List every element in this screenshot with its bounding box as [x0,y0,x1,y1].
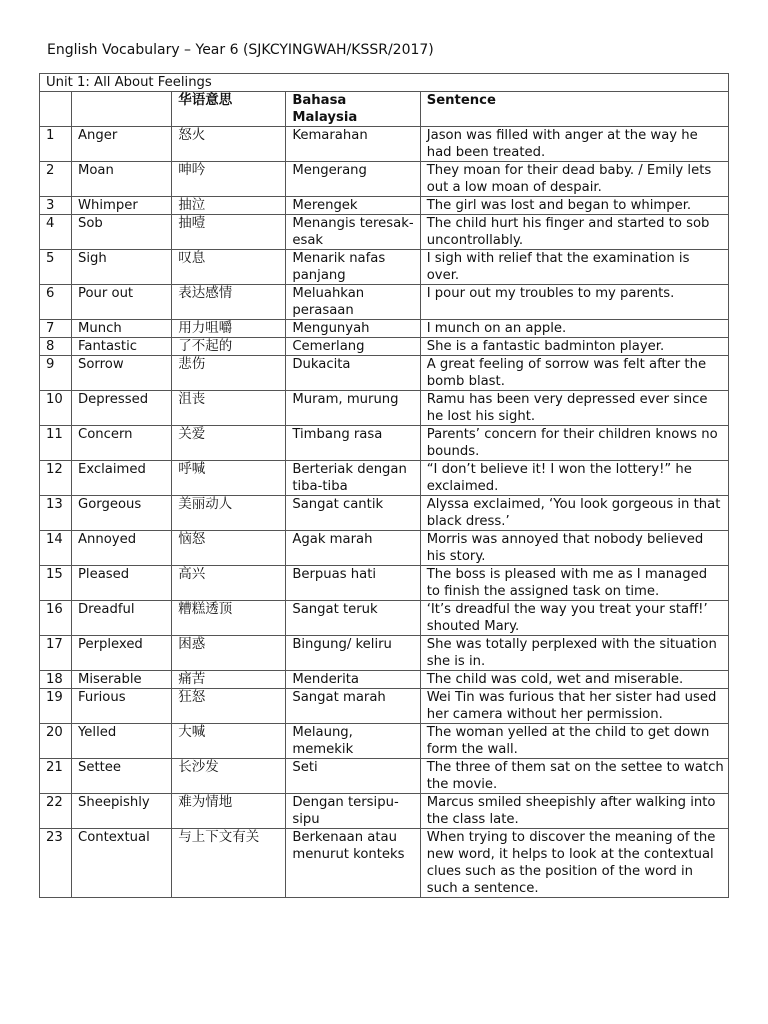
row-number: 12 [40,461,72,496]
english-word: Depressed [71,391,171,426]
malay-meaning: Agak marah [286,531,420,566]
chinese-meaning: 怒火 [172,127,286,162]
chinese-meaning: 沮丧 [172,391,286,426]
english-word: Pour out [71,285,171,320]
chinese-meaning: 抽噎 [172,215,286,250]
english-word: Perplexed [71,636,171,671]
malay-meaning: Kemarahan [286,127,420,162]
malay-meaning: Merengek [286,197,420,215]
table-row [40,689,729,724]
malay-meaning: Timbang rasa [286,426,420,461]
example-sentence: I sigh with relief that the examination is over. [420,250,728,285]
table-row [40,162,729,197]
english-word: Exclaimed [71,461,171,496]
malay-meaning: Bingung/ keliru [286,636,420,671]
row-number: 20 [40,724,72,759]
english-word: Fantastic [71,338,171,356]
row-number: 13 [40,496,72,531]
malay-meaning: Melaung, memekik [286,724,420,759]
header-sentence: Sentence [420,92,728,127]
chinese-meaning: 恼怒 [172,531,286,566]
table-row [40,338,729,356]
document-title: English Vocabulary – Year 6 (SJKCYINGWAH/KSSR/2017) [47,42,434,58]
chinese-meaning: 困惑 [172,636,286,671]
malay-meaning: Menderita [286,671,420,689]
english-word: Pleased [71,566,171,601]
chinese-meaning: 了不起的 [172,338,286,356]
malay-meaning: Muram, murung [286,391,420,426]
malay-meaning: Berkenaan atau menurut konteks [286,829,420,898]
example-sentence: The boss is pleased with me as I managed to finish the assigned task on time. [420,566,728,601]
example-sentence: The woman yelled at the child to get down form the wall. [420,724,728,759]
chinese-meaning: 痛苦 [172,671,286,689]
table-row [40,426,729,461]
english-word: Contextual [71,829,171,898]
row-number: 3 [40,197,72,215]
header-number [40,92,72,127]
example-sentence: Jason was filled with anger at the way he had been treated. [420,127,728,162]
table-row [40,671,729,689]
row-number: 21 [40,759,72,794]
chinese-meaning: 与上下文有关 [172,829,286,898]
vocabulary-table [39,73,729,898]
english-word: Miserable [71,671,171,689]
row-number: 18 [40,671,72,689]
header-malay: Bahasa Malaysia [286,92,420,127]
unit-title: Unit 1: All About Feelings [40,74,729,92]
table-row [40,215,729,250]
table-row [40,285,729,320]
row-number: 17 [40,636,72,671]
table-row [40,531,729,566]
table-row [40,601,729,636]
english-word: Settee [71,759,171,794]
chinese-meaning: 抽泣 [172,197,286,215]
example-sentence: The girl was lost and began to whimper. [420,197,728,215]
row-number: 2 [40,162,72,197]
english-word: Sigh [71,250,171,285]
malay-meaning: Meluahkan perasaan [286,285,420,320]
row-number: 11 [40,426,72,461]
table-row [40,197,729,215]
example-sentence: When trying to discover the meaning of the new word, it helps to look at the contextual clues such as the position of the word in such a sentence. [420,829,728,898]
english-word: Dreadful [71,601,171,636]
malay-meaning: Sangat cantik [286,496,420,531]
table-row [40,127,729,162]
table-row [40,794,729,829]
malay-meaning: Mengerang [286,162,420,197]
example-sentence: She is a fantastic badminton player. [420,338,728,356]
malay-meaning: Menangis teresak-esak [286,215,420,250]
chinese-meaning: 糟糕透顶 [172,601,286,636]
row-number: 6 [40,285,72,320]
table-row [40,356,729,391]
chinese-meaning: 叹息 [172,250,286,285]
example-sentence: “I don’t believe it! I won the lottery!” he exclaimed. [420,461,728,496]
table-row [40,829,729,898]
table-row [40,391,729,426]
example-sentence: ‘It’s dreadful the way you treat your staff!’ shouted Mary. [420,601,728,636]
english-word: Sorrow [71,356,171,391]
malay-meaning: Menarik nafas panjang [286,250,420,285]
english-word: Anger [71,127,171,162]
english-word: Sob [71,215,171,250]
row-number: 14 [40,531,72,566]
row-number: 7 [40,320,72,338]
english-word: Annoyed [71,531,171,566]
header-chinese: 华语意思 [172,92,286,127]
unit-title-row [40,74,729,92]
malay-meaning: Berteriak dengan tiba-tiba [286,461,420,496]
english-word: Furious [71,689,171,724]
row-number: 22 [40,794,72,829]
chinese-meaning: 大喊 [172,724,286,759]
example-sentence: Wei Tin was furious that her sister had used her camera without her permission. [420,689,728,724]
table-row [40,461,729,496]
table-row [40,496,729,531]
row-number: 15 [40,566,72,601]
chinese-meaning: 长沙发 [172,759,286,794]
table-row [40,759,729,794]
example-sentence: They moan for their dead baby. / Emily lets out a low moan of despair. [420,162,728,197]
malay-meaning: Dengan tersipu-sipu [286,794,420,829]
malay-meaning: Sangat marah [286,689,420,724]
example-sentence: Ramu has been very depressed ever since he lost his sight. [420,391,728,426]
row-number: 16 [40,601,72,636]
example-sentence: Morris was annoyed that nobody believed his story. [420,531,728,566]
chinese-meaning: 狂怒 [172,689,286,724]
chinese-meaning: 美丽动人 [172,496,286,531]
row-number: 23 [40,829,72,898]
row-number: 9 [40,356,72,391]
example-sentence: Alyssa exclaimed, ‘You look gorgeous in that black dress.’ [420,496,728,531]
chinese-meaning: 用力咀嚼 [172,320,286,338]
malay-meaning: Mengunyah [286,320,420,338]
example-sentence: The three of them sat on the settee to watch the movie. [420,759,728,794]
table-row [40,636,729,671]
table-row [40,320,729,338]
english-word: Whimper [71,197,171,215]
row-number: 19 [40,689,72,724]
table-row [40,724,729,759]
chinese-meaning: 关爱 [172,426,286,461]
malay-meaning: Dukacita [286,356,420,391]
malay-meaning: Sangat teruk [286,601,420,636]
example-sentence: A great feeling of sorrow was felt after the bomb blast. [420,356,728,391]
example-sentence: The child hurt his finger and started to sob uncontrollably. [420,215,728,250]
header-row [40,92,729,127]
example-sentence: I munch on an apple. [420,320,728,338]
chinese-meaning: 呼喊 [172,461,286,496]
chinese-meaning: 难为情地 [172,794,286,829]
malay-meaning: Berpuas hati [286,566,420,601]
example-sentence: I pour out my troubles to my parents. [420,285,728,320]
table-row [40,566,729,601]
example-sentence: She was totally perplexed with the situation she is in. [420,636,728,671]
example-sentence: Marcus smiled sheepishly after walking into the class late. [420,794,728,829]
english-word: Gorgeous [71,496,171,531]
example-sentence: Parents’ concern for their children knows no bounds. [420,426,728,461]
example-sentence: The child was cold, wet and miserable. [420,671,728,689]
chinese-meaning: 呻吟 [172,162,286,197]
row-number: 4 [40,215,72,250]
english-word: Concern [71,426,171,461]
row-number: 1 [40,127,72,162]
english-word: Munch [71,320,171,338]
english-word: Moan [71,162,171,197]
row-number: 8 [40,338,72,356]
row-number: 10 [40,391,72,426]
row-number: 5 [40,250,72,285]
malay-meaning: Cemerlang [286,338,420,356]
malay-meaning: Seti [286,759,420,794]
chinese-meaning: 高兴 [172,566,286,601]
chinese-meaning: 表达感情 [172,285,286,320]
chinese-meaning: 悲伤 [172,356,286,391]
header-english [71,92,171,127]
table-row [40,250,729,285]
english-word: Yelled [71,724,171,759]
english-word: Sheepishly [71,794,171,829]
